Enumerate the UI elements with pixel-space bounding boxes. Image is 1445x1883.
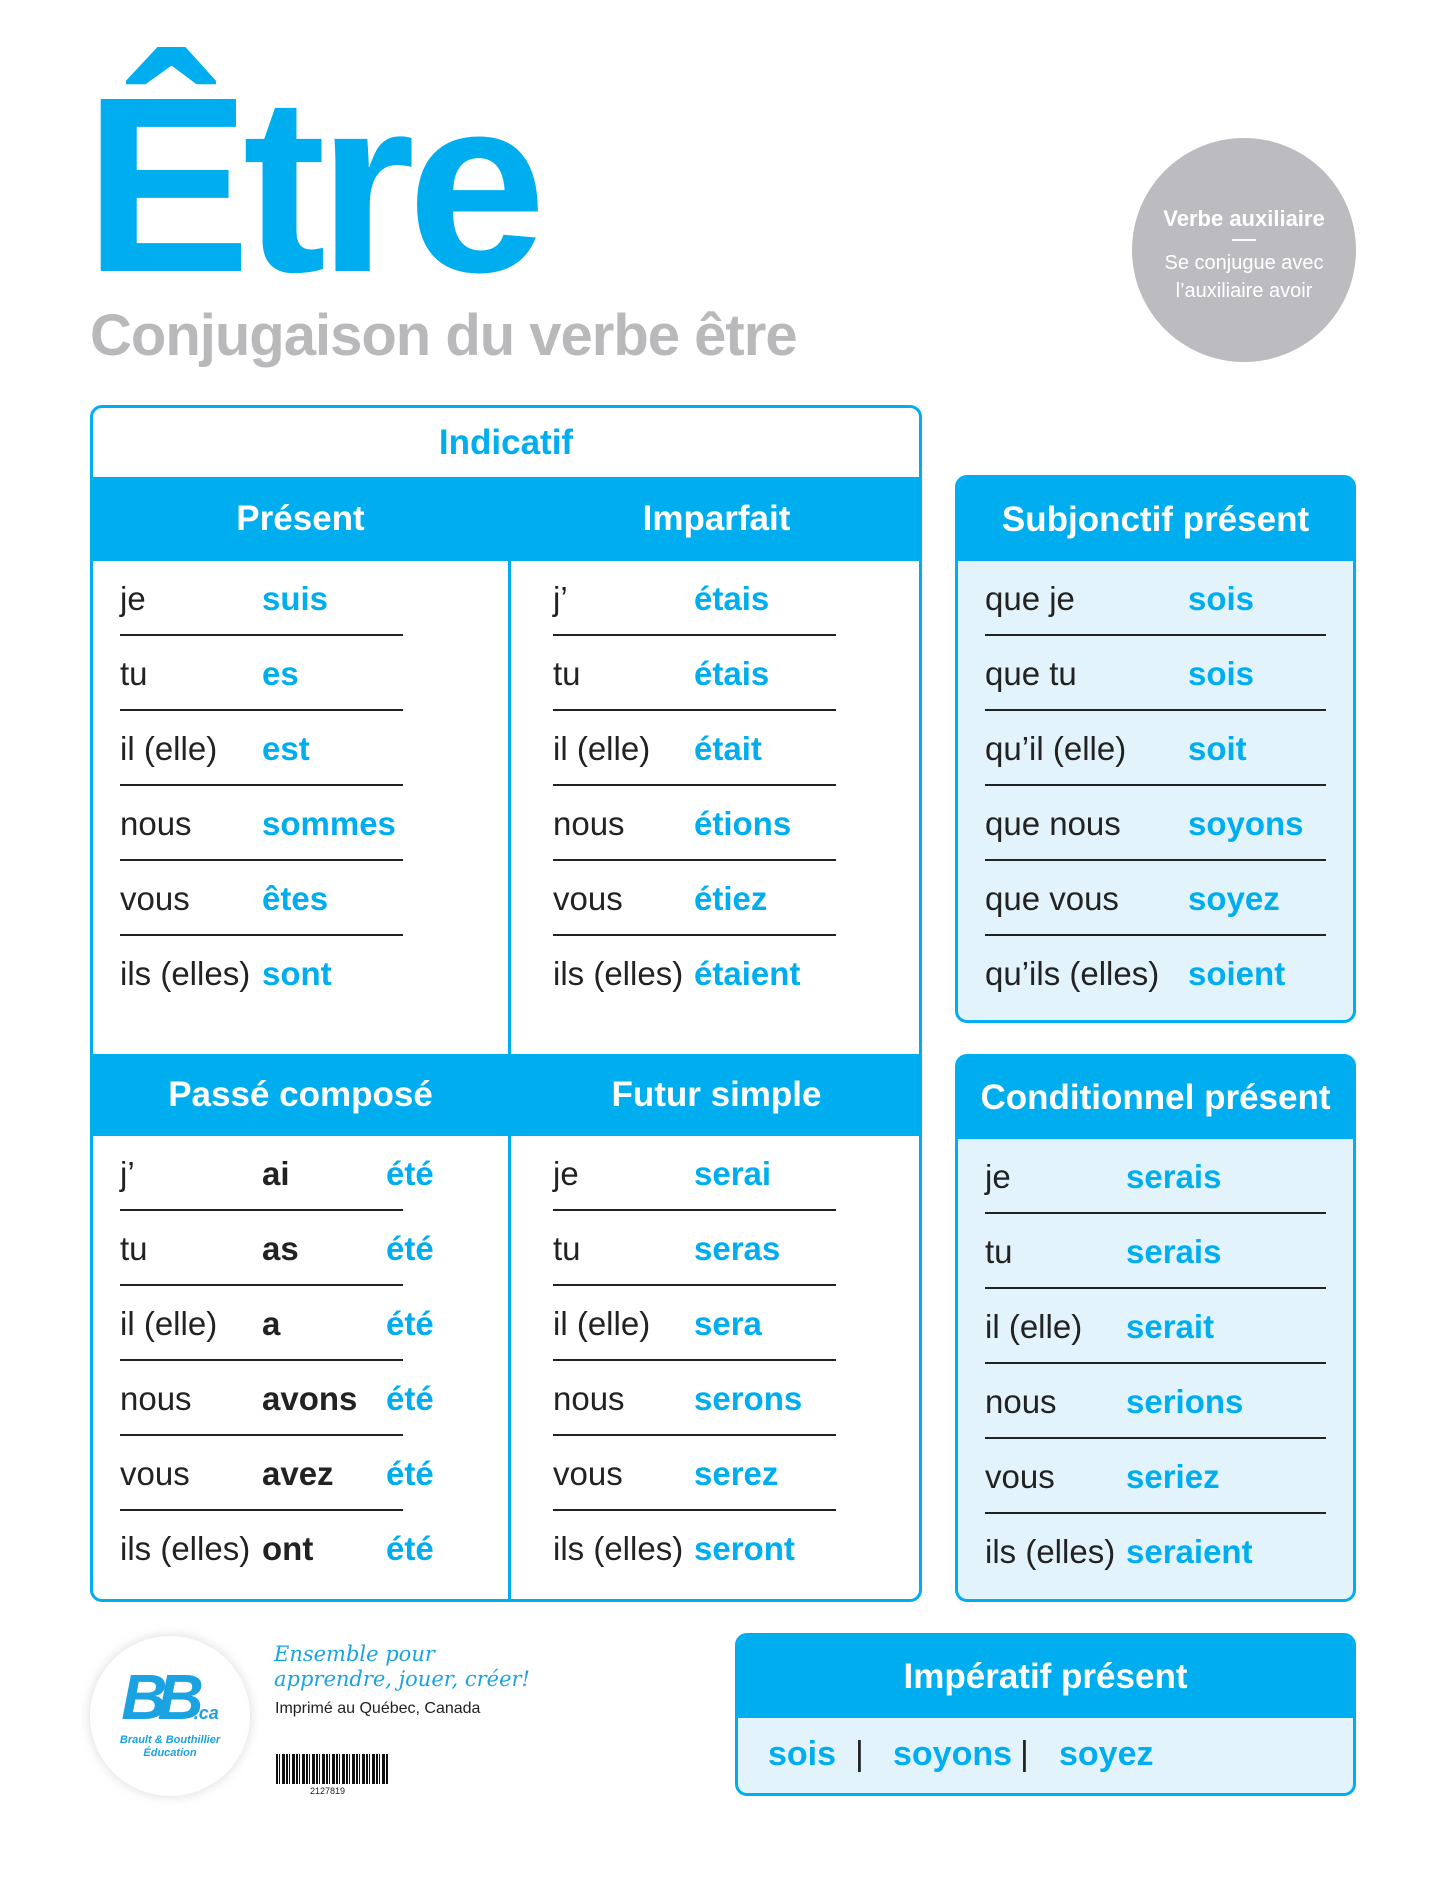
pronoun: nous	[120, 1380, 192, 1417]
verb-form: été	[386, 1455, 434, 1492]
conjugation-row	[985, 1289, 1326, 1364]
verb-form: étiez	[694, 880, 768, 917]
pronoun: que je	[985, 580, 1075, 617]
pronoun: je	[120, 580, 146, 617]
verb-form: seriez	[1126, 1458, 1220, 1495]
auxiliary-verb: avons	[262, 1380, 358, 1417]
verb-form: sont	[262, 955, 332, 992]
pronoun: il (elle)	[120, 1305, 218, 1342]
conjugation-row	[120, 711, 403, 786]
conjugation-row	[553, 1511, 836, 1586]
pronoun: tu	[120, 1230, 148, 1267]
pronoun: nous	[553, 1380, 625, 1417]
barcode	[276, 1754, 388, 1784]
conjugation-row	[553, 936, 836, 1011]
verb-form: été	[386, 1155, 434, 1192]
pronoun: tu	[553, 1230, 581, 1267]
pronoun: j’	[553, 580, 568, 617]
badge-text-1: Se conjugue avec	[1164, 252, 1324, 274]
verb-form: étions	[694, 805, 792, 842]
pronoun: je	[553, 1155, 579, 1192]
pronoun: ils (elles)	[985, 1533, 1116, 1570]
publisher-name-2: Éducation	[143, 1747, 197, 1759]
conjugation-row	[985, 561, 1326, 636]
conjugation-row	[985, 861, 1326, 936]
verb-form: soyez	[1188, 880, 1280, 917]
verb-form: serez	[694, 1455, 779, 1492]
auxiliary-verb: ai	[262, 1155, 290, 1192]
verb-form: serions	[1126, 1383, 1244, 1420]
column-divider	[508, 477, 511, 1599]
slogan-line: apprendre, jouer, créer!	[274, 1667, 530, 1691]
conjugation-row	[120, 561, 403, 636]
badge-text-2: l’auxiliaire avoir	[1175, 280, 1313, 302]
imperatif-panel	[735, 1633, 1356, 1796]
subjonctif-panel	[955, 475, 1356, 1023]
verb-form: soyons	[1188, 805, 1304, 842]
pronoun: nous	[985, 1383, 1057, 1420]
badge-divider	[1232, 239, 1256, 241]
verb-form: été	[386, 1230, 434, 1267]
conjugation-row	[120, 861, 403, 936]
auxiliary-badge	[1132, 138, 1356, 362]
pronoun: tu	[553, 655, 581, 692]
pronoun: tu	[120, 655, 148, 692]
indicatif-heading: Indicatif	[438, 423, 574, 462]
conjugation-row	[553, 1136, 836, 1211]
conjugation-row	[120, 936, 403, 1011]
conjugation-row	[120, 1436, 434, 1511]
printed-in: Imprimé au Québec, Canada	[275, 1700, 481, 1717]
pronoun: qu’ils (elles)	[985, 955, 1160, 992]
page-subtitle: Conjugaison du verbe être	[90, 303, 797, 368]
indicatif-panel	[90, 405, 922, 1602]
pronoun: il (elle)	[120, 730, 218, 767]
pronoun: que nous	[985, 805, 1121, 842]
publisher-logo[interactable]	[90, 1636, 250, 1796]
verb-form: été	[386, 1380, 434, 1417]
pronoun: vous	[985, 1458, 1055, 1495]
verb-form: sommes	[262, 805, 396, 842]
imperatif-forms	[738, 1718, 1353, 1795]
conjugation-row	[553, 561, 836, 636]
verb-form: seraient	[1126, 1533, 1253, 1570]
conjugation-row	[985, 636, 1326, 711]
verb-form: étais	[694, 580, 770, 617]
pronoun: nous	[120, 805, 192, 842]
pronoun: vous	[553, 880, 623, 917]
verb-form: été	[386, 1530, 434, 1567]
slogan	[274, 1642, 530, 1692]
conjugation-row	[985, 936, 1326, 1011]
conditionnel-panel	[955, 1054, 1356, 1602]
conjugation-row	[985, 1364, 1326, 1439]
verb-form: serons	[694, 1380, 803, 1417]
verb-form: été	[386, 1305, 434, 1342]
indicatif-present-header: Présent	[93, 477, 508, 561]
separator: |	[1020, 1735, 1029, 1773]
pronoun: vous	[120, 880, 190, 917]
conjugation-row	[553, 861, 836, 936]
conjugation-row	[985, 1139, 1326, 1214]
auxiliary-verb: as	[262, 1230, 299, 1267]
verb-form: soient	[1188, 955, 1286, 992]
conjugation-row	[120, 1361, 434, 1436]
pronoun: qu’il (elle)	[985, 730, 1127, 767]
conjugation-row	[553, 1436, 836, 1511]
conjugation-row	[553, 786, 836, 861]
separator: |	[855, 1735, 864, 1773]
conjugation-row	[553, 1286, 836, 1361]
conjugation-row	[985, 1514, 1326, 1589]
indicatif-imparfait-header: Imparfait	[511, 477, 922, 561]
conjugation-row	[985, 786, 1326, 861]
pronoun: il (elle)	[553, 1305, 651, 1342]
pronoun: que vous	[985, 880, 1119, 917]
conjugation-row	[985, 1439, 1326, 1514]
verb-form: sois	[1188, 655, 1255, 692]
pronoun: j’	[120, 1155, 135, 1192]
auxiliary-verb: ont	[262, 1530, 314, 1567]
conjugation-row	[985, 711, 1326, 786]
badge-title: Verbe auxiliaire	[1163, 206, 1325, 231]
verb-form: seras	[694, 1230, 781, 1267]
pronoun: vous	[120, 1455, 190, 1492]
pronoun: nous	[553, 805, 625, 842]
conjugation-row	[120, 1136, 434, 1211]
pronoun: vous	[553, 1455, 623, 1492]
pronoun: ils (elles)	[553, 1530, 684, 1567]
verb-form: seront	[694, 1530, 795, 1567]
page-title: Être	[84, 45, 539, 324]
pronoun: ils (elles)	[553, 955, 684, 992]
conditionnel-header: Conditionnel présent	[958, 1057, 1353, 1139]
indicatif-passe_compose-header: Passé composé	[93, 1054, 508, 1136]
conjugation-row	[553, 711, 836, 786]
publisher-name: Brault & Bouthillier	[119, 1734, 221, 1746]
conjugation-row	[120, 1511, 434, 1586]
barcode-number: 2127819	[310, 1786, 346, 1796]
pronoun: ils (elles)	[120, 955, 251, 992]
conjugation-row	[120, 636, 403, 711]
pronoun: ils (elles)	[120, 1530, 251, 1567]
auxiliary-verb: a	[262, 1305, 281, 1342]
logo-domain: .ca	[193, 1703, 219, 1723]
imperatif-form: soyons	[893, 1735, 1013, 1773]
conjugation-row	[553, 1211, 836, 1286]
verb-form: étais	[694, 655, 770, 692]
conjugation-row	[120, 1211, 434, 1286]
verb-form: étaient	[694, 955, 801, 992]
imperatif-header: Impératif présent	[738, 1636, 1353, 1718]
verb-form: êtes	[262, 880, 329, 917]
conjugation-row	[553, 636, 836, 711]
subjonctif-header: Subjonctif présent	[958, 478, 1353, 561]
verb-form: serai	[694, 1155, 772, 1192]
verb-form: sois	[1188, 580, 1255, 617]
imperatif-form: sois	[768, 1735, 837, 1773]
verb-form: suis	[262, 580, 329, 617]
indicatif-futur_simple-header: Futur simple	[511, 1054, 922, 1136]
pronoun: il (elle)	[985, 1308, 1083, 1345]
verb-form: soit	[1188, 730, 1247, 767]
verb-form: es	[262, 655, 299, 692]
verb-form: était	[694, 730, 762, 767]
pronoun: je	[985, 1158, 1011, 1195]
conjugation-row	[553, 1361, 836, 1436]
verb-form: sera	[694, 1305, 762, 1342]
slogan-line: Ensemble pour	[274, 1642, 435, 1666]
pronoun: que tu	[985, 655, 1077, 692]
conjugation-row	[120, 786, 403, 861]
conjugation-row	[985, 1214, 1326, 1289]
imperatif-form: soyez	[1059, 1735, 1154, 1773]
pronoun: il (elle)	[553, 730, 651, 767]
auxiliary-verb: avez	[262, 1455, 334, 1492]
verb-form: serait	[1126, 1308, 1215, 1345]
pronoun: tu	[985, 1233, 1013, 1270]
verb-form: serais	[1126, 1158, 1222, 1195]
logo-bb: BB	[121, 1661, 194, 1733]
verb-form: serais	[1126, 1233, 1222, 1270]
conjugation-row	[120, 1286, 434, 1361]
verb-form: est	[262, 730, 310, 767]
